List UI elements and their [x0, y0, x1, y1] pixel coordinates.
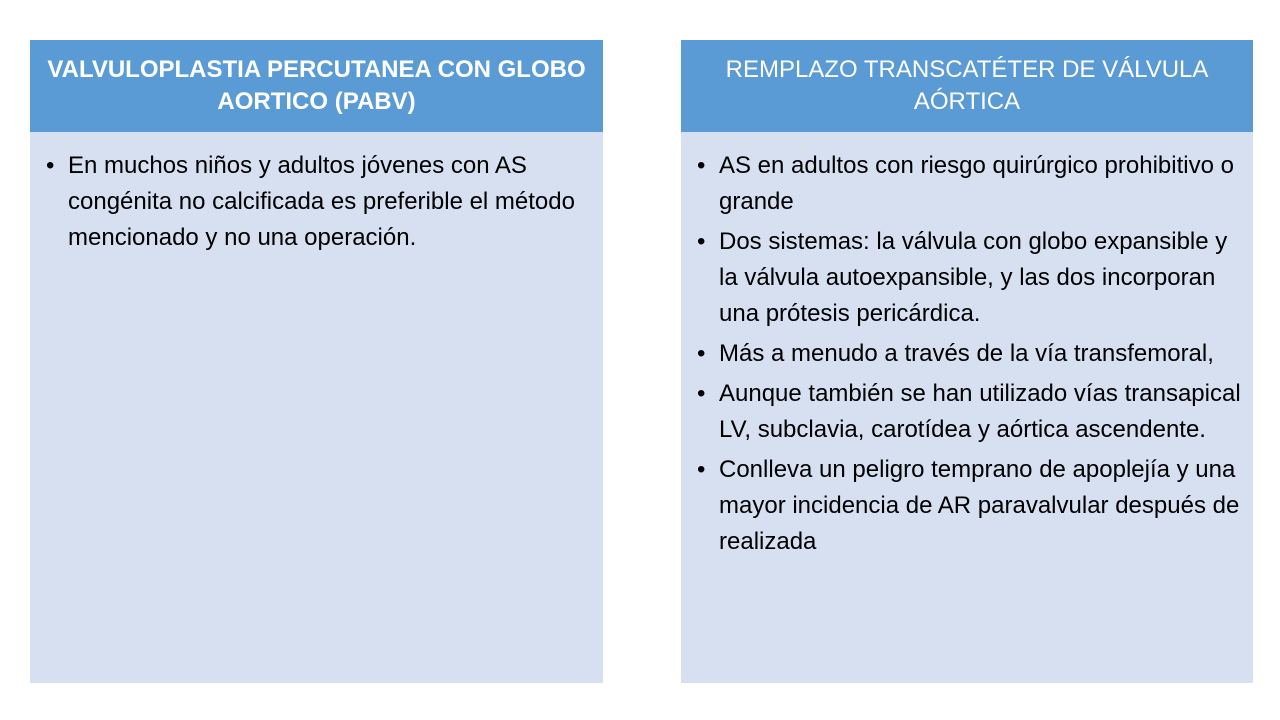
- list-item: [697, 224, 1241, 332]
- bullet-text: Más a menudo a través de la vía transfemoral,: [719, 340, 1214, 367]
- bullet-text: Conlleva un peligro temprano de apoplejía y una mayor incidencia de AR paravalvular después de realizada: [719, 456, 1240, 555]
- bullet-icon: •: [697, 380, 706, 407]
- bullet-text: AS en adultos con riesgo quirúrgico prohibitivo o grande: [719, 152, 1234, 215]
- left-panel: [30, 40, 603, 683]
- bullet-icon: •: [46, 152, 55, 179]
- right-panel-bullet-list: [681, 132, 1253, 560]
- right-panel: [681, 40, 1253, 683]
- bullet-icon: •: [697, 456, 706, 483]
- list-item: [697, 452, 1241, 560]
- bullet-text: Aunque también se han utilizado vías transapical LV, subclavia, carotídea y aórtica ascendente.: [719, 380, 1241, 443]
- list-item: [697, 376, 1241, 448]
- right-panel-title: REMPLAZO TRANSCATÉTER DE VÁLVULA AÓRTICA: [681, 40, 1253, 132]
- bullet-icon: •: [697, 152, 706, 179]
- left-panel-title: VALVULOPLASTIA PERCUTANEA CON GLOBO AORTICO (PABV): [30, 40, 603, 132]
- bullet-icon: •: [697, 340, 706, 367]
- left-panel-bullet-list: [30, 132, 603, 256]
- bullet-text: Dos sistemas: la válvula con globo expansible y la válvula autoexpansible, y las dos incorporan una prótesis pericárdica.: [719, 228, 1228, 327]
- bullet-icon: •: [697, 228, 706, 255]
- bullet-text: En muchos niños y adultos jóvenes con AS congénita no calcificada es preferible el método mencionado y no una operación.: [68, 152, 575, 251]
- list-item: [697, 148, 1241, 220]
- list-item: [46, 148, 591, 256]
- list-item: [697, 336, 1241, 372]
